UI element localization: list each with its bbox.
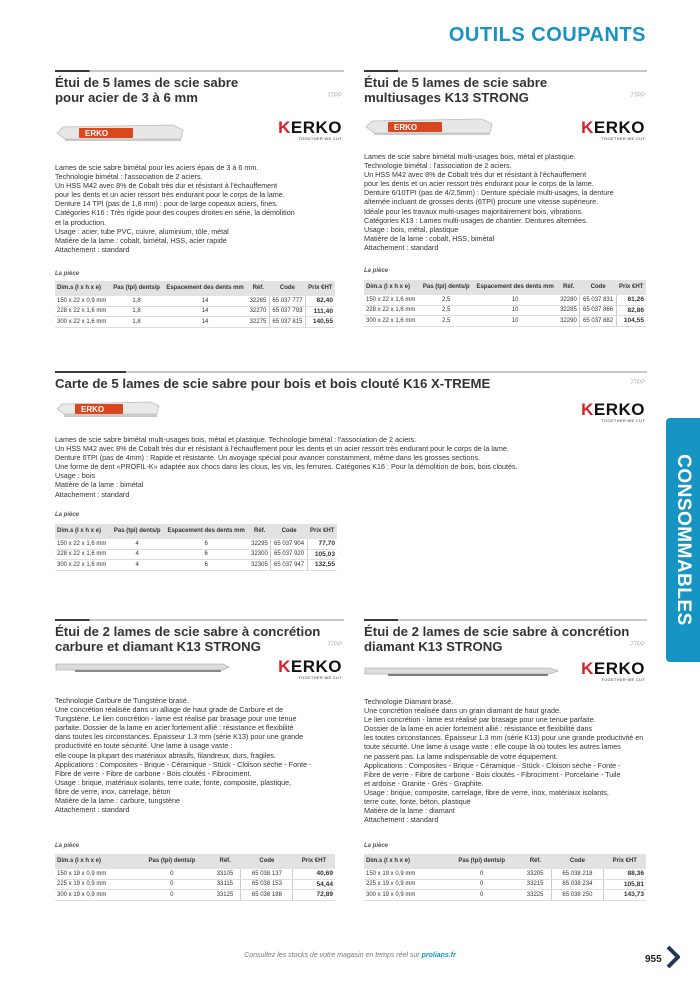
table-row: 228 x 22 x 1,6 mm 4 6 32300 65 037 920 105,03 <box>57 550 335 558</box>
unit-label: La pièce <box>364 268 389 274</box>
table-row: 300 x 22 x 1,6 mm 2,5 10 32290 65 037 882 104,55 <box>366 317 644 325</box>
chevron-right-icon[interactable] <box>666 945 680 969</box>
product-title: Étui de 5 lames de scie sabre pour acier de 3 à 6 mm <box>55 75 239 105</box>
table-row: 300 x 22 x 1,6 mm 1,8 14 32275 65 037 815 140,55 <box>57 318 333 326</box>
product-description: Lames de scie sabre bimétal pour les aciers épais de 3 à 6 mm. Technologie bimétal : l'association de 2 aciers. Un HSS M42 avec 8% de Cobalt très dur et résistant à l'échauffement pour les dents et un acier ressort très endurant pour le corps de la lame. Denture 14 TPI (pas de 1,8 mm) : pour de large copeaux aciers, fines. Catégories K16 : Très rigide pour des coupes droites en série, la démolition et la production. Usage : acier, tube PVC, cuivre, aluminium, tôle, métal Matière de la lame : cobalt, bimétal, HSS, acier rapide Attachement : standard <box>55 163 295 254</box>
table-row: 150 x 22 x 0,9 mm 1,8 14 32265 65 037 777 82,40 <box>57 297 333 305</box>
title-divider <box>55 619 344 621</box>
spec-table <box>55 524 337 571</box>
kerko-logo: KERKO TOGETHER WE CUT <box>581 400 645 423</box>
table-row: 225 x 19 x 0,9 mm 0 33115 65 038 153 54,44 <box>57 880 333 888</box>
saw-blade-image <box>55 660 230 674</box>
table-row: 300 x 19 x 0,9 mm 0 33225 65 038 250 143,73 <box>366 891 644 899</box>
saw-blade-image <box>364 113 494 139</box>
saw-blade-image <box>55 119 185 145</box>
table-row: 228 x 22 x 1,6 mm 2,5 10 32285 65 037 866 82,86 <box>366 306 644 314</box>
product-description: Lames de scie sabre bimétal multi-usages bois, métal et plastique. Technologie bimétal : l'association de 2 aciers. Un HSS M42 avec 8% de Cobalt très dur et résistant à l'échauffement pour les dents et un acier ressort très endurant pour le corps de la lame. Denture 6/10TPI (pas de 4/2,5mm) : Denture spéciale multi-usages, la denture alternée incluant de grosses dents (6TPI) procure une vitesse supérieure. Idéale pour les travaux multi-usages majoritairement bois, vibrations. Catégories K13 : Lames multi-usages de chantier. Dentures alternées. Usage : bois, métal, plastique Matière de la lame : cobalt, HSS, bimétal Attachement : standard <box>364 152 614 252</box>
blade-label: ERKO <box>85 129 109 139</box>
table-row: 300 x 19 x 0,9 mm 0 33125 65 038 188 72,89 <box>57 891 333 899</box>
table-row: 300 x 22 x 1,6 mm 4 6 32305 65 037 947 132,55 <box>57 561 335 569</box>
product-description: Technologie Carbure de Tungstène brasé. Une concrétion réalisée dans un alliage de haut grade de Carbure et de Tungstène. Le lien concrétion - lame est réalisé par brasage pour une tenue parfaite. Dossier de la lame en acier fortement allié : résistance et flexibilité dans toutes les circonstances. Épaisseur 1.3 mm (série K13) pour une grande productivité en toute sécurité. Une lame à usage vaste : elle coupe la plupart des matériaux abrasifs, filandreux, durs, fragiles. Applications : Composites - Brique - Céramique - Stück - Cloison sèche - Fonte - Fibre de verre - Fibre de carbone - Bois cloutés - Fibrociment. Usage : brique, matériaux isolants, terre cuite, fonte, composite, plastique, fibre de verre, inox, carrelage, béton Matière de la lame : carbure, tungstène Attachement : standard <box>55 696 312 815</box>
title-divider <box>55 371 647 373</box>
table-row: 228 x 22 x 1,6 mm 1,8 14 32270 65 037 793 111,40 <box>57 307 333 315</box>
table-row: 150 x 22 x 1,6 mm 4 6 32295 65 037 904 77,70 <box>57 540 335 548</box>
kerko-logo: KERKO TOGETHER WE CUT <box>278 118 342 141</box>
page-number: 955 <box>645 954 662 965</box>
unit-label: La pièce <box>55 512 80 518</box>
product-title: Étui de 2 lames de scie sabre à concrétion diamant K13 STRONG <box>364 624 630 654</box>
product-description: Lames de scie sabre bimétal multi-usages bois, métal et plastique. Technologie bimétal : l'association de 2 aciers. Un HSS M42 avec 8% de Cobalt très dur et résistant à l'échauffement pour les dents et un acier ressort très endurant pour le corps de la lame. Denture 6TPI (pas de 4mm) : Rapide et résistante. Un avoyage spécial pour avancer constamment, même dans les grosses sections. Une forme de dent «PROFIL-K» adaptée aux chocs dans les clous, les vis, les ferrures. Catégories K16 : Pour la démolition de bois, bois cloutés. Usage : bois Matière de la lame : bimétal Attachement : standard <box>55 435 518 499</box>
product-description: Technologie Diamant brasé. Une concrétion réalisée dans un grain diamant de haut grade. Le lien concrétion - lame est réalisé par brasage pour une tenue parfaite. Dossier de la lame en acier fortement allié : résistance et flexibilité dans les toutes circonstances. Épaisseur 1.3 mm (série K13) pour une grande productivité en toute sécurité. Une lame à usage vaste : elle coupe là où toutes les autres lames ne passent pas. La lame indispensable de votre équipement. Applications : Composites - Brique - Céramique - Stück - Cloison sèche - Fonte - Fibre de verre - Fibre de carbone - Bois cloutés - Fibrociment - Porcelaine - Tuile et ardoise - Granite - Grès - Graphite. Usage : brique, composite, carrelage, fibre de verre, inox, matériaux isolants, terre cuite, fonte, béton, plastique Matière de la lame : diamant Attachement : standard <box>364 697 644 825</box>
product-code: 77PP <box>327 93 342 99</box>
product-card <box>55 75 344 345</box>
product-card <box>364 75 647 345</box>
spec-table <box>364 280 646 327</box>
product-card <box>364 624 647 899</box>
product-code: 77PP <box>630 93 645 99</box>
kerko-logo: KERKO TOGETHER WE CUT <box>278 657 342 680</box>
product-code: 77PP <box>327 642 342 648</box>
footer-note: Consultez les stocks de votre magasin en temps réel sur prolians.fr <box>244 952 456 959</box>
product-card <box>55 376 647 586</box>
spec-table <box>364 854 646 901</box>
unit-label: La pièce <box>55 843 80 849</box>
spec-table <box>55 854 335 901</box>
footer-link[interactable]: prolians.fr <box>421 952 456 959</box>
side-tab-label: CONSOMMABLES <box>673 454 694 626</box>
table-header: Dim.s (l x h x e) Pas (tpi) dents/p Réf. Code Prix €HT <box>55 854 335 869</box>
kerko-logo: KERKO TOGETHER WE CUT <box>581 659 645 682</box>
product-title: Carte de 5 lames de scie sabre pour bois et bois clouté K16 X-TREME <box>55 376 491 391</box>
blade-label: ERKO <box>394 123 418 133</box>
product-code: 77PP <box>630 380 645 386</box>
title-divider <box>364 70 647 72</box>
product-title: Étui de 2 lames de scie sabre à concrétion carbure et diamant K13 STRONG <box>55 624 321 654</box>
table-row: 225 x 19 x 0,9 mm 0 33215 65 038 234 105,81 <box>366 880 644 888</box>
table-row: 150 x 19 x 0,9 mm 0 33205 65 038 218 88,36 <box>366 870 644 878</box>
product-title: Étui de 5 lames de scie sabre multiusages K13 STRONG <box>364 75 548 105</box>
blade-label: ERKO <box>81 405 105 415</box>
unit-label: La pièce <box>364 843 389 849</box>
table-header: Dim.s (l x h x e) Pas (tpi) dents/p Espacement des dents mm Réf. Code Prix €HT <box>55 524 337 539</box>
unit-label: La pièce <box>55 271 80 277</box>
product-code: 77PP <box>630 642 645 648</box>
table-header: Dim.s (l x h x e) Pas (tpi) dents/p Réf. Code Prix €HT <box>364 854 646 869</box>
category-title: OUTILS COUPANTS <box>448 24 646 46</box>
title-divider <box>55 70 344 72</box>
product-card <box>55 624 344 899</box>
table-row: 150 x 22 x 1,6 mm 2,5 10 32280 65 037 831 61,26 <box>366 296 644 304</box>
table-row: 150 x 19 x 0,9 mm 0 33105 65 038 137 40,69 <box>57 870 333 878</box>
table-header: Dim.s (l x h x e) Pas (tpi) dents/p Espacement des dents mm Réf. Code Prix €HT <box>55 281 335 296</box>
spec-table <box>55 281 335 328</box>
kerko-logo: KERKO TOGETHER WE CUT <box>581 118 645 141</box>
saw-blade-image <box>364 664 559 678</box>
table-header: Dim.s (l x h x e) Pas (tpi) dents/p Espacement des dents mm Réf. Code Prix €HT <box>364 280 646 295</box>
saw-blade-image <box>55 396 160 420</box>
side-tab-consommables[interactable] <box>666 418 700 662</box>
title-divider <box>364 619 647 621</box>
